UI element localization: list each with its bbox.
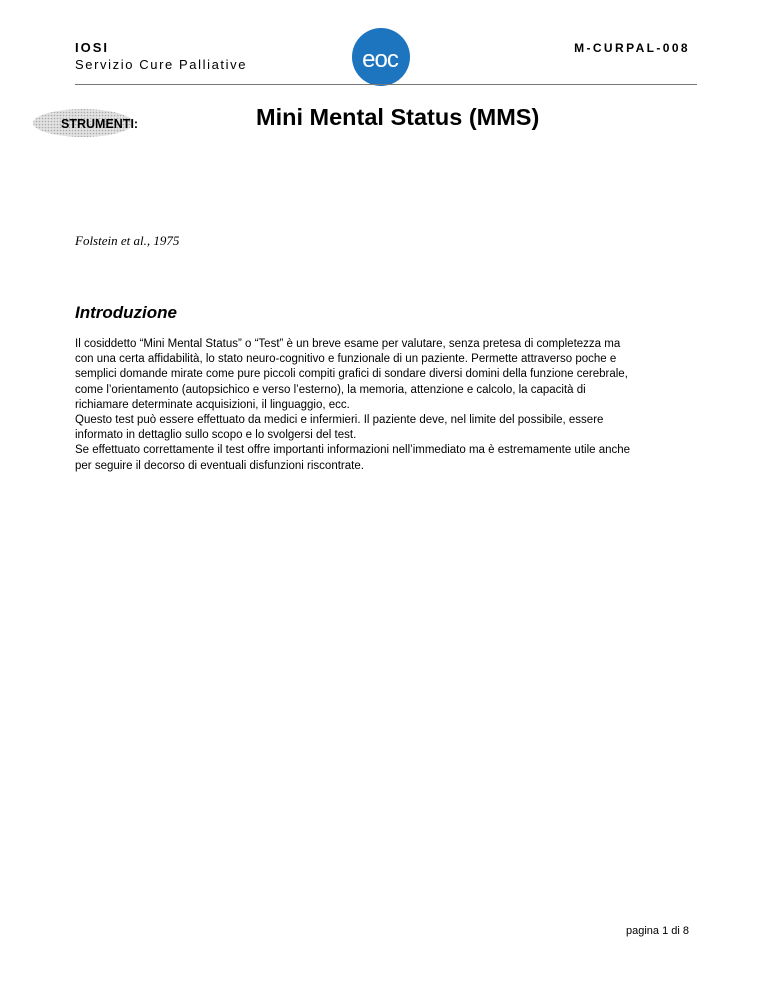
eoc-logo [351,27,411,87]
intro-line: richiamare determinate acquisizioni, il linguaggio, ecc. [75,398,350,411]
intro-line: Il cosiddetto “Mini Mental Status” o “Test” è un breve esame per valutare, senza pretesa di completezza ma [75,338,621,350]
intro-line: semplici domande mirate come pure piccoli compiti grafici di sondare diversi domini della funzione cerebrale, [75,368,628,381]
intro-line: per seguire il decorso di eventuali disfunzioni riscontrate. [75,459,364,472]
intro-line: come l’orientamento (autopsichico e verso l’esterno), la memoria, attenzione e calcolo, la capacità di [75,383,586,396]
organization-name: IOSI [75,40,110,55]
header-divider [75,84,697,85]
department-name: Servizio Cure Palliative [75,57,248,72]
page-number: pagina 1 di 8 [626,925,689,937]
introduction-heading: Introduzione [75,303,177,322]
logo-text: eoc [362,46,398,73]
document-code: M-CURPAL-008 [574,41,690,55]
section-tag-label: STRUMENTI: [61,117,139,131]
citation: Folstein et al., 1975 [75,233,180,248]
intro-line: informato in dettaglio sullo scopo e lo svolgersi del test. [75,429,357,442]
intro-line: Se effettuato correttamente il test offre importanti informazioni nell’immediato ma è estremamente utile anche [75,444,631,457]
intro-line: Questo test può essere effettuato da medici e infermieri. Il paziente deve, nel limite del possibile, essere [75,414,604,427]
intro-line: con una certa affidabilità, lo stato neuro-cognitivo e funzionale di un paziente. Permette attraverso poche e [75,353,617,366]
page-title: Mini Mental Status (MMS) [256,104,540,130]
introduction-text [75,337,715,474]
